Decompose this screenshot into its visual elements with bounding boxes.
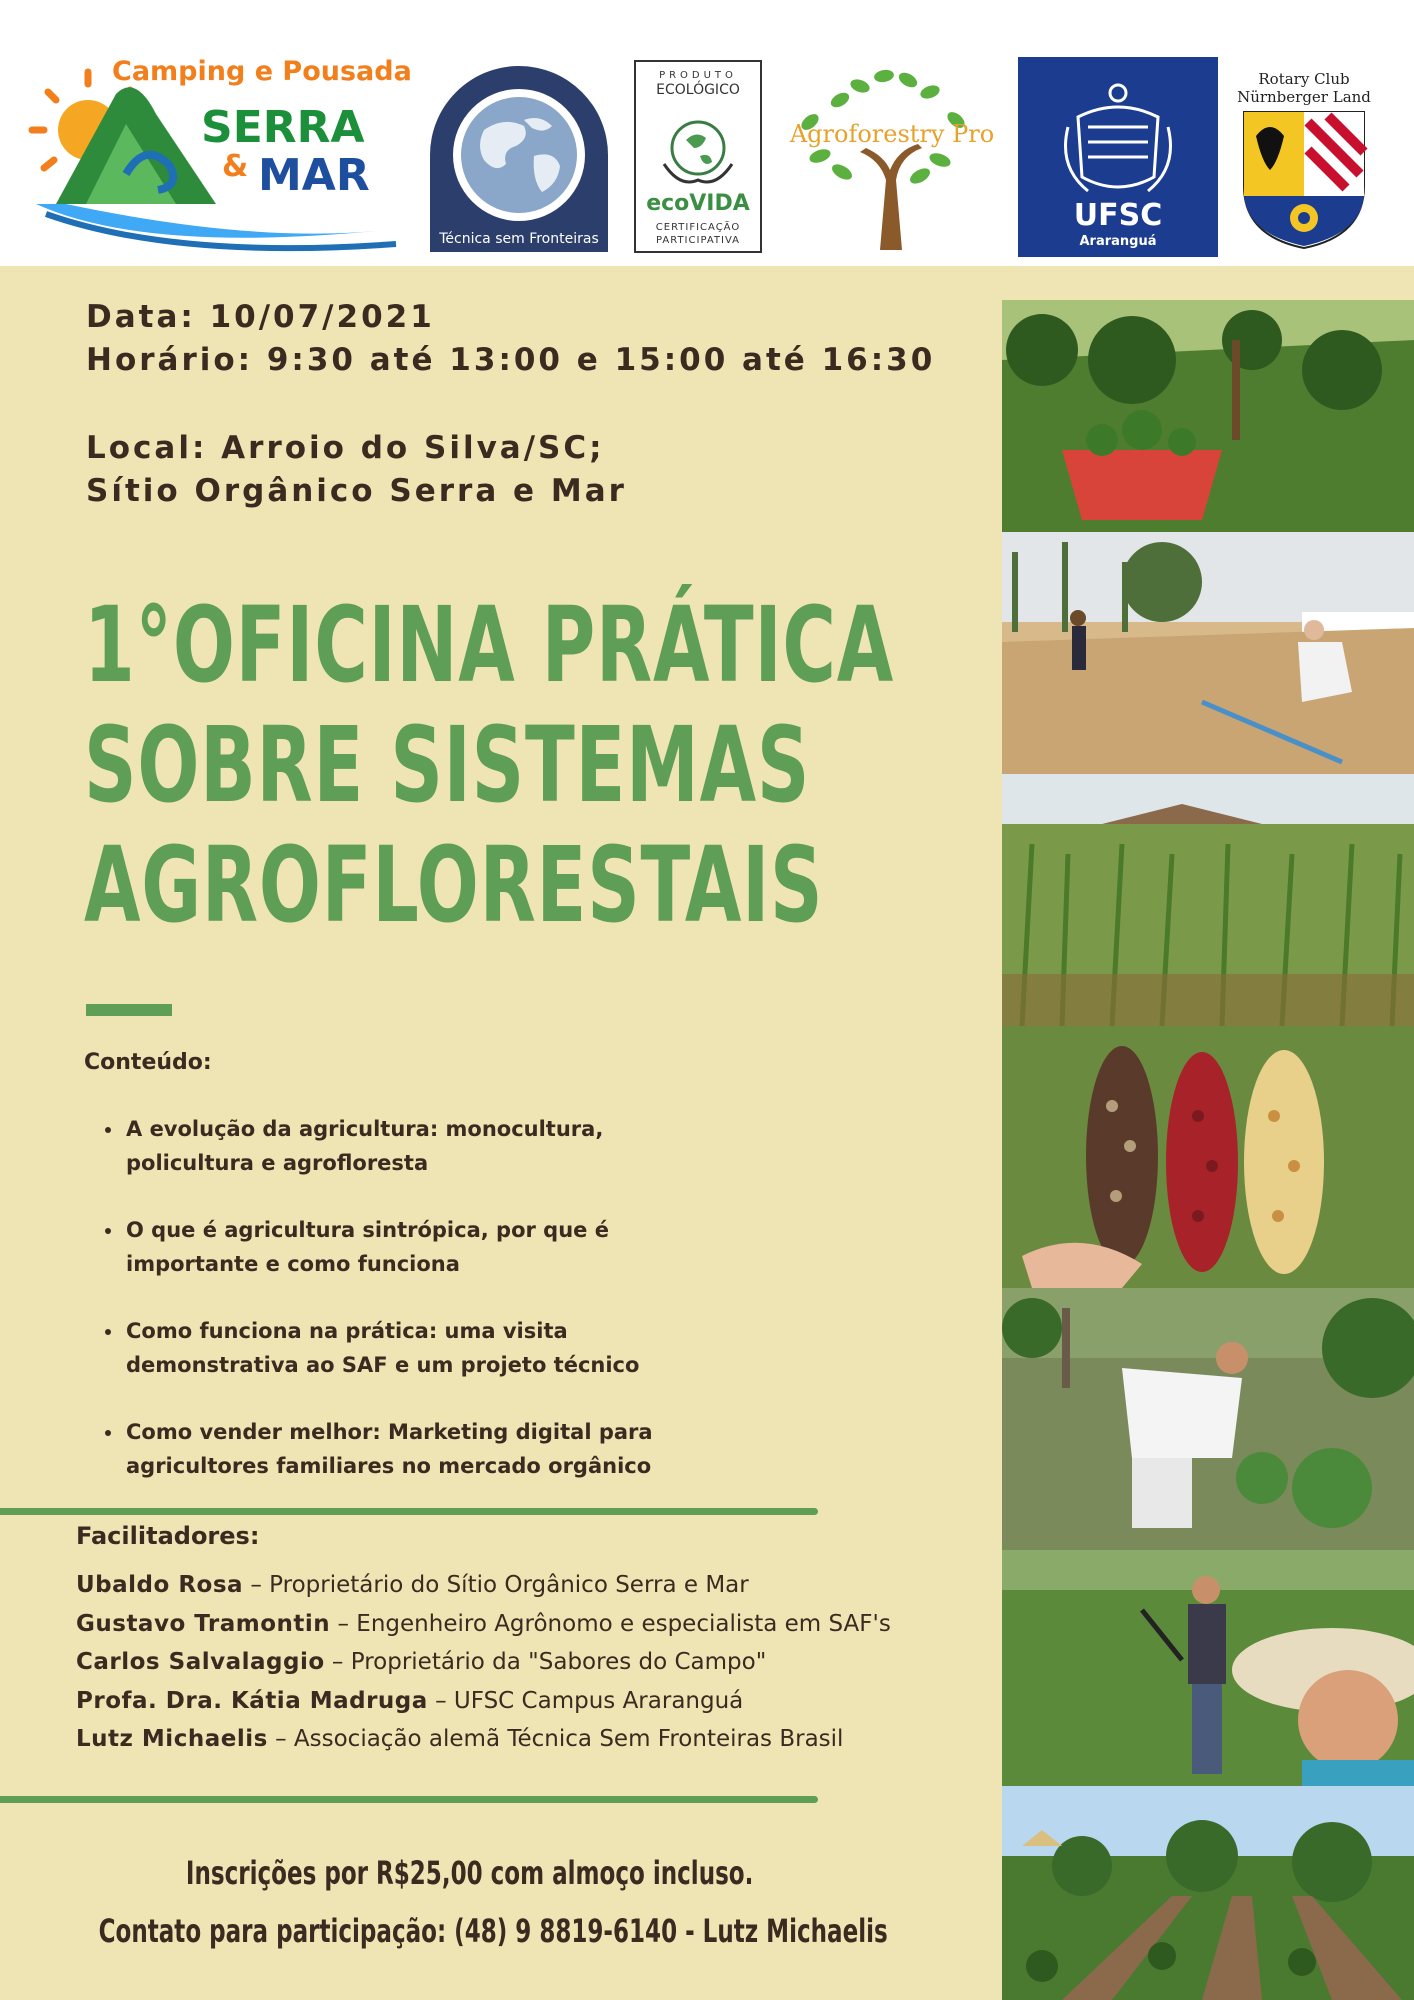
facilitators-list [76, 1566, 976, 1759]
tecnica-label: Técnica sem Fronteiras [439, 231, 599, 247]
serra-mar-logo [26, 54, 416, 254]
serra-mar-line3: & [222, 149, 249, 184]
list-item [76, 1643, 976, 1682]
topic-line: Como vender melhor: Marketing digital para [126, 1420, 653, 1444]
title-line1: 1°OFICINA PRÁTICA [84, 584, 895, 706]
photo-column [1002, 266, 1414, 2000]
photo-planting [1002, 532, 1414, 774]
ecovida-line2: ECOLÓGICO [656, 82, 740, 98]
facilitator-name: Lutz Michaelis [76, 1726, 268, 1752]
globe-icon [453, 89, 585, 221]
topic-line: A evolução da agricultura: monocultura, [126, 1117, 604, 1141]
university-crest-icon [1066, 85, 1171, 191]
list-item [76, 1605, 976, 1644]
tecnica-sem-fronteiras-logo [424, 60, 614, 252]
contact-text [0, 1912, 940, 1950]
agroforestry-pro-logo [780, 60, 1000, 250]
facilitator-role: – Engenheiro Agrônomo e especialista em SAF's [330, 1610, 891, 1637]
facilitator-name: Profa. Dra. Kátia Madruga [76, 1687, 428, 1714]
event-time: Horário: 9:30 até 13:00 e 15:00 até 16:30 [86, 342, 936, 378]
registration-text [0, 1854, 940, 1892]
event-location-line1: Local: Arroio do Silva/SC; [86, 430, 605, 466]
facilitator-role: – Associação alemã Técnica Sem Fronteiras Brasil [267, 1726, 844, 1752]
list-item [124, 1314, 724, 1382]
coat-of-arms-icon [1244, 112, 1364, 248]
mountain-wave-logo-icon [26, 54, 416, 254]
title-line3: AGROFLORESTAIS [84, 824, 824, 946]
serra-mar-line4: MAR [258, 150, 370, 201]
photo-colorful-corn [1002, 1026, 1414, 1288]
facilitator-role: – UFSC Campus Araranguá [427, 1687, 744, 1714]
agroforestry-label: Agroforestry Pro [789, 120, 995, 148]
facilitator-role: – Proprietário da "Sabores do Campo" [324, 1649, 767, 1675]
ufsc-name: UFSC [1073, 198, 1163, 233]
ecovida-logo [634, 60, 762, 253]
contact-label: Contato para participação: (48) 9 8819-6140 - Lutz Michaelis [98, 1912, 888, 1950]
serra-mar-line2: SERRA [201, 102, 365, 153]
accent-bar [86, 1004, 172, 1016]
topic-line: demonstrativa ao SAF e um projeto técnico [126, 1353, 640, 1377]
logo-bar [0, 0, 1414, 266]
photo-corn-field [1002, 774, 1414, 1026]
serra-mar-line1: Camping e Pousada [112, 56, 412, 87]
ecovida-line3: CERTIFICAÇÃO [655, 222, 741, 233]
photo-farmers [1002, 1550, 1414, 1786]
facilitator-name: Ubaldo Rosa [76, 1572, 244, 1598]
rotary-line1: Rotary Club [1258, 70, 1350, 88]
list-item [124, 1415, 724, 1483]
facilitator-name: Gustavo Tramontin [76, 1610, 331, 1637]
list-item [124, 1112, 724, 1180]
topic-line: policultura e agrofloresta [126, 1151, 429, 1175]
title-line2: SOBRE SISTEMAS [84, 704, 811, 826]
tree-icon [780, 60, 1000, 250]
ufsc-logo [1018, 57, 1218, 257]
registration-label: Inscrições por R$25,00 com almoço incluso. [186, 1854, 754, 1892]
list-item [76, 1682, 976, 1721]
ufsc-campus: Araranguá [1079, 234, 1157, 249]
photo-seedlings [1002, 300, 1414, 532]
list-item [124, 1213, 724, 1281]
content-heading: Conteúdo: [84, 1050, 212, 1075]
list-item [76, 1566, 976, 1605]
content-list [84, 1112, 724, 1516]
facilitator-name: Carlos Salvalaggio [76, 1649, 325, 1675]
list-item [76, 1720, 976, 1759]
photo-garden-beds [1002, 1786, 1414, 2000]
divider-bottom [0, 1796, 818, 1803]
topic-line: agricultores familiares no mercado orgânico [126, 1454, 652, 1478]
rotary-line2: Nürnberger Land [1237, 88, 1371, 106]
topic-line: importante e como funciona [126, 1252, 460, 1276]
photo-man-pruning [1002, 1288, 1414, 1550]
facilitators-heading: Facilitadores: [76, 1522, 260, 1550]
facilitator-role: – Proprietário do Sítio Orgânico Serra e Mar [243, 1572, 749, 1598]
event-title [84, 585, 894, 945]
event-date: Data: 10/07/2021 [86, 299, 435, 335]
event-location-line2: Sítio Orgânico Serra e Mar [86, 473, 627, 509]
topic-line: Como funciona na prática: uma visita [126, 1319, 568, 1343]
ecovida-brand: ecoVIDA [646, 191, 750, 216]
ecovida-line4: PARTICIPATIVA [656, 235, 740, 246]
ecovida-line1: PRODUTO [659, 70, 737, 81]
topic-line: O que é agricultura sintrópica, por que é [126, 1218, 609, 1242]
divider-top [0, 1508, 818, 1515]
rotary-club-logo [1236, 66, 1372, 252]
